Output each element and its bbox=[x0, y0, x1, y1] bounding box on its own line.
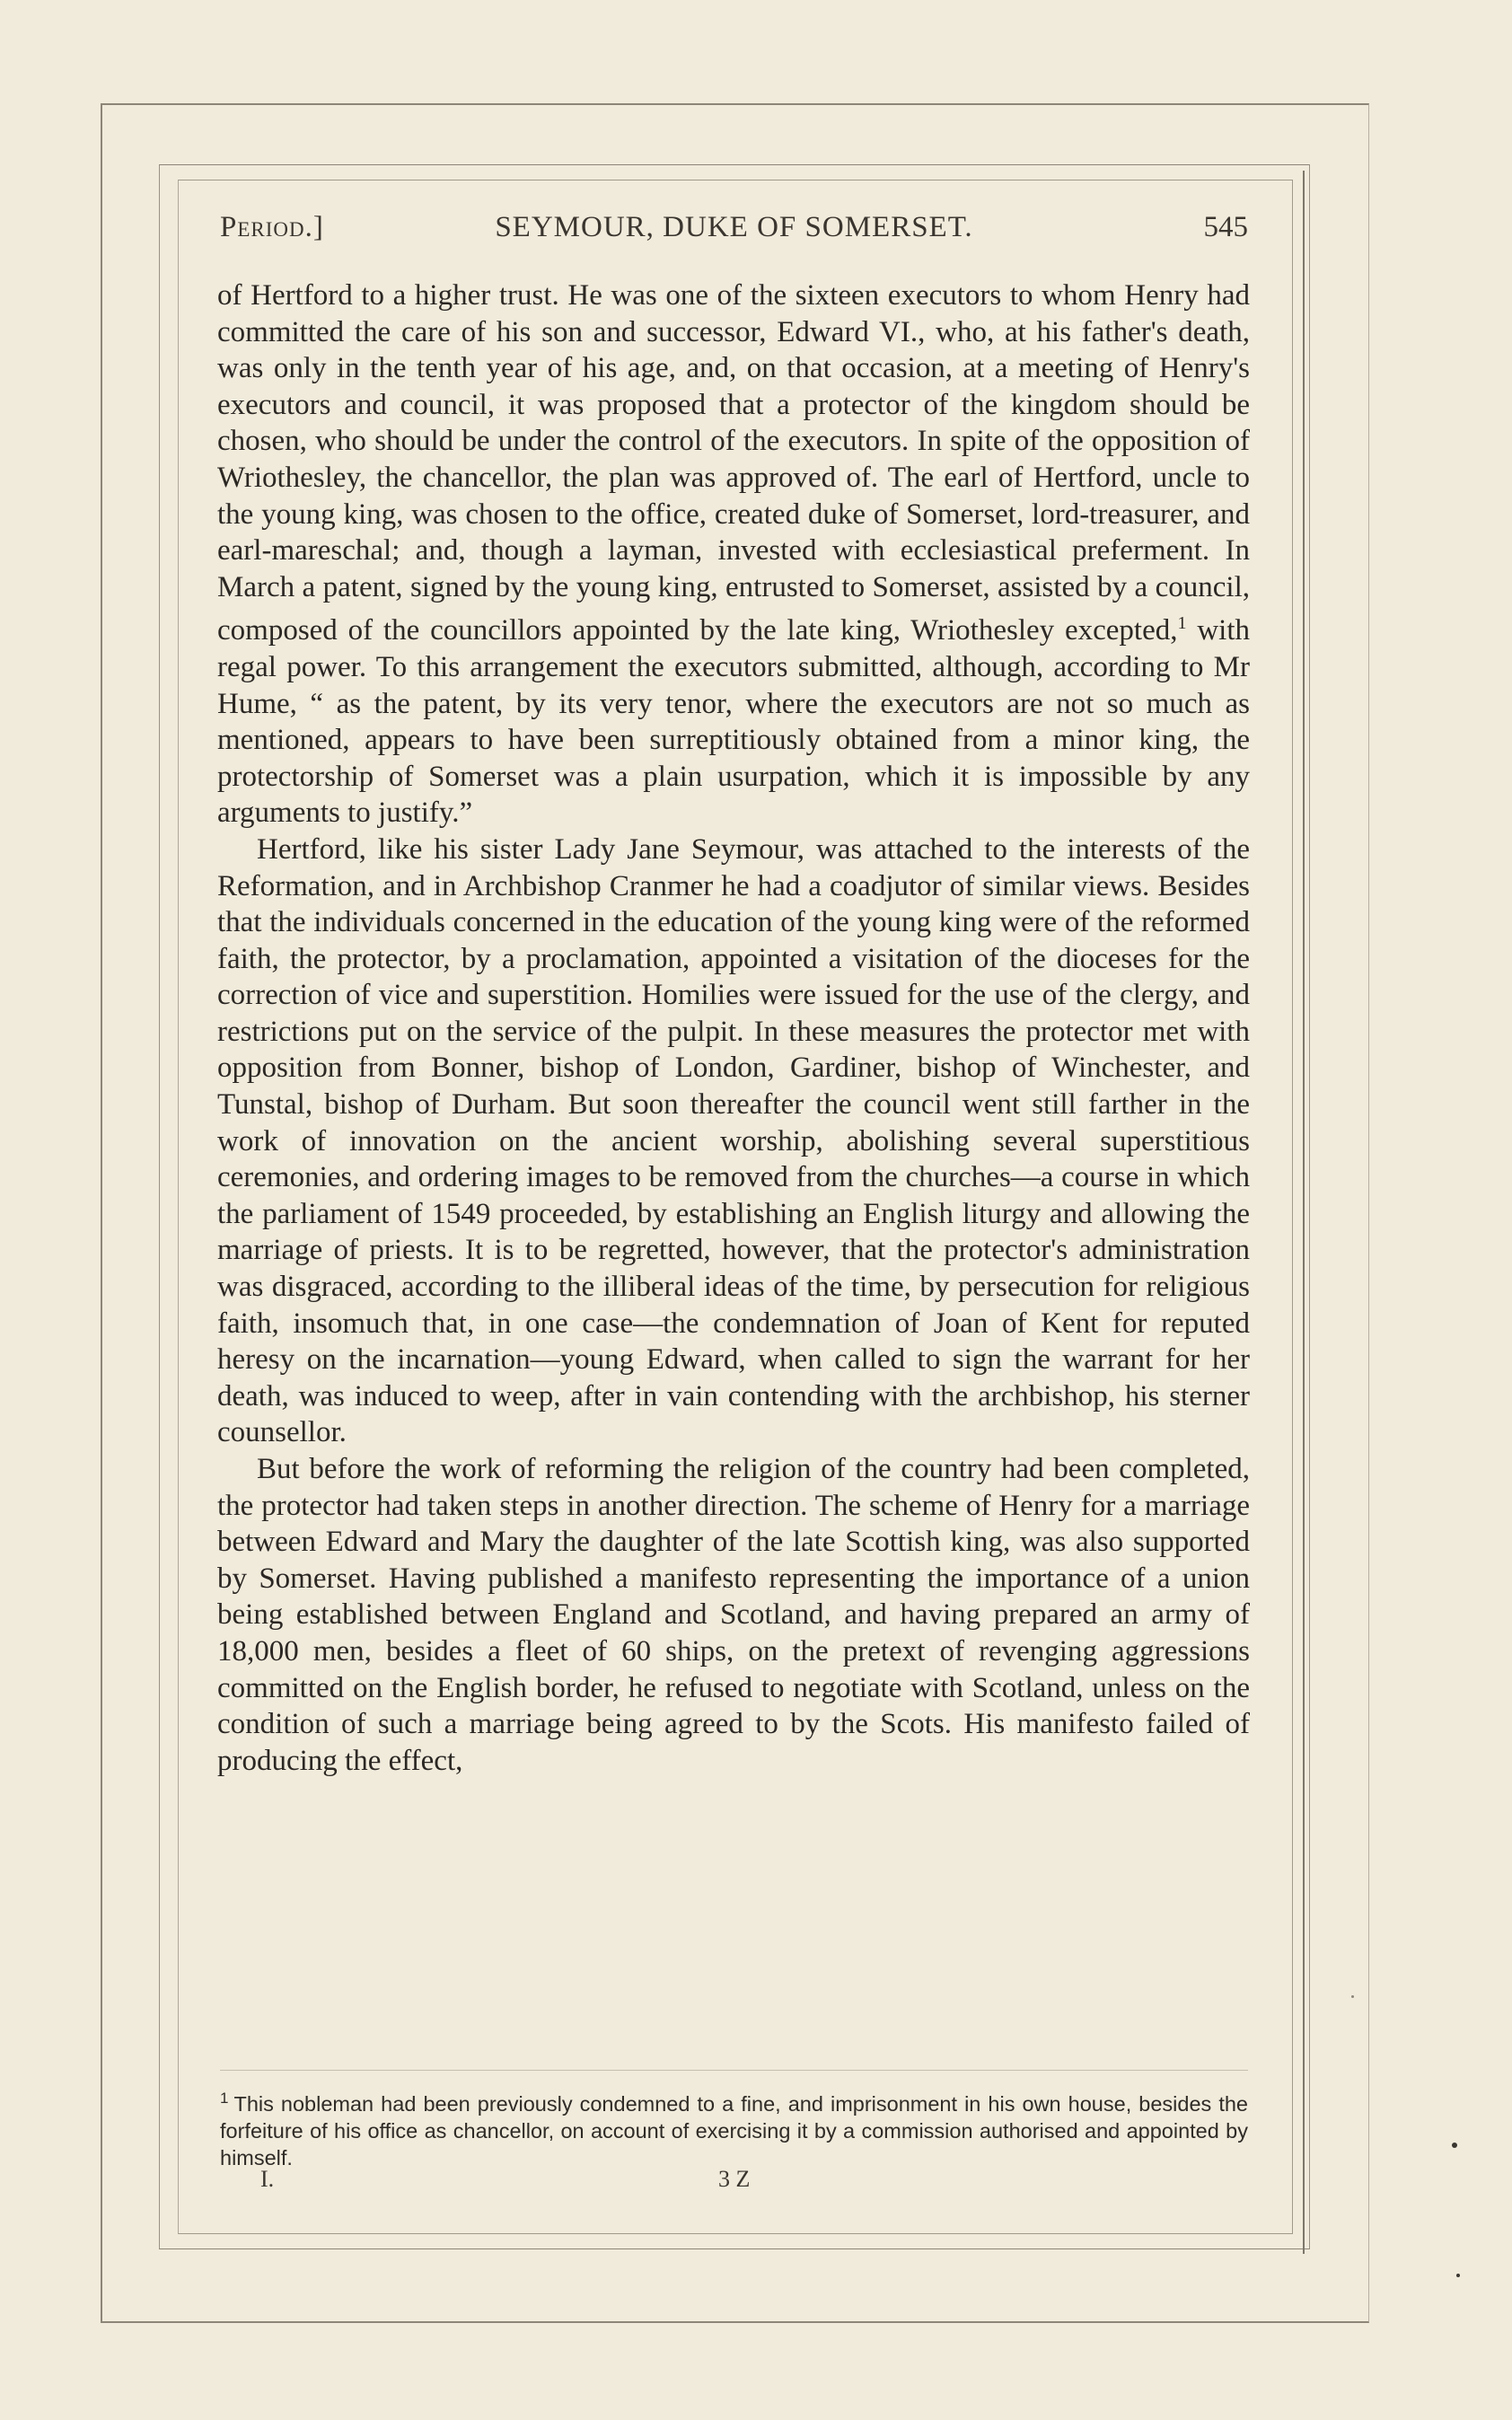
paragraph: But before the work of reforming the religion of the country had been completed, the protector had taken steps in another direction. The scheme of Henry for a marriage between Edward and Mary the daughter of the late Scottish king, was also supported by Somerset. Having published a manifesto representing the importance of a union being established between England and Scotland, and having prepared an army of 18,000 men, besides a fleet of 60 ships, on the pretext of revenging aggressions committed on the English border, he refused to negotiate with Scotland, unless on the condition of such a marriage being agreed to by the Scots. His manifesto failed of producing the effect, bbox=[217, 1453, 1250, 1777]
paragraph-text-continued: with regal power. To this arrangement the executors submitted, although, according to Mr Hume, “ as the patent, by its very tenor, where the executors are not so much as mentioned, appears to have been surreptitiously obtained from a minor king, the protectorship of Somerset was a plain usurpation, which it is impossible by any arguments to justify.” bbox=[217, 614, 1250, 830]
sheet-signature: 3 Z bbox=[718, 2166, 751, 2192]
running-title: SEYMOUR, DUKE OF SOMERSET. bbox=[495, 211, 973, 243]
period-label: Period.] bbox=[220, 211, 324, 243]
paragraph: Hertford, like his sister Lady Jane Seymour, was attached to the interests of the Reformation, and in Archbishop Cranmer he had a coadjutor of similar views. Besides that the individuals concerned in the education of the young king were of the reformed faith, the protector, by a proclamation, appointed a visitation of the dioceses for the correction of vice and superstition. Homilies were issued for the use of the clergy, and restrictions put on the service of the pulpit. In these measures the protector met with opposition from Bonner, bishop of London, Gardiner, bishop of Winchester, and Tunstal, bishop of Durham. But soon thereafter the council went still farther in the work of innovation on the ancient worship, abolishing several superstitious ceremonies, and ordering images to be removed from the churches—a course in which the parliament of 1549 proceeded, by establishing an English liturgy and allowing the marriage of priests. It is to be regretted, however, that the protector's administration was disgraced, according to the illiberal ideas of the time, by persecution for religious faith, insomuch that, in one case—the condemnation of Joan of Kent for reputed heresy on the incarnation—young Edward, when called to sign the warrant for her death, was induced to weep, after in vain contending with the archbishop, his sterner counsellor. bbox=[217, 832, 1250, 1449]
ink-speck bbox=[1351, 1995, 1354, 1998]
printer-signature bbox=[220, 2166, 1248, 2196]
ink-speck bbox=[1456, 2274, 1460, 2277]
ink-speck bbox=[1452, 2143, 1457, 2148]
page-number: 545 bbox=[1203, 211, 1248, 243]
running-header bbox=[220, 211, 1248, 256]
article-body bbox=[217, 277, 1250, 1779]
volume-number: I. bbox=[260, 2166, 275, 2192]
footnote-text: This nobleman had been previously condemned to a fine, and imprisonment in his own house, besides the forfeiture of his office as chancellor, on account of exercising it by a commission authorised and appointed by himself. bbox=[220, 2091, 1248, 2169]
footnote-mark: 1 bbox=[220, 2090, 229, 2107]
paragraph-text: of Hertford to a higher trust. He was one of the sixteen executors to whom Henry had committed the care of his son and successor, Edward VI., who, at his father's death, was only in the tenth year of his age, and, on that occasion, at a meeting of Henry's executors and council, it was proposed that a protector of the kingdom should be chosen, who should be under the control of the executors. In spite of the opposition of Wriothesley, the chancellor, the plan was approved of. The earl of Hertford, uncle to the young king, was chosen to the office, created duke of Somerset, lord-treasurer, and earl-mareschal; and, though a layman, invested with ecclesiastical preferment. In March a patent, signed by the young king, entrusted to Somerset, assisted by a council, composed of the councillors appointed by the late king, Wriothesley excepted, bbox=[217, 279, 1250, 647]
footnote-divider bbox=[220, 2070, 1248, 2071]
footnote bbox=[220, 2085, 1248, 2171]
paragraph bbox=[217, 277, 1250, 832]
side-rule bbox=[1303, 171, 1305, 2254]
footnote-reference: 1 bbox=[1177, 613, 1187, 634]
